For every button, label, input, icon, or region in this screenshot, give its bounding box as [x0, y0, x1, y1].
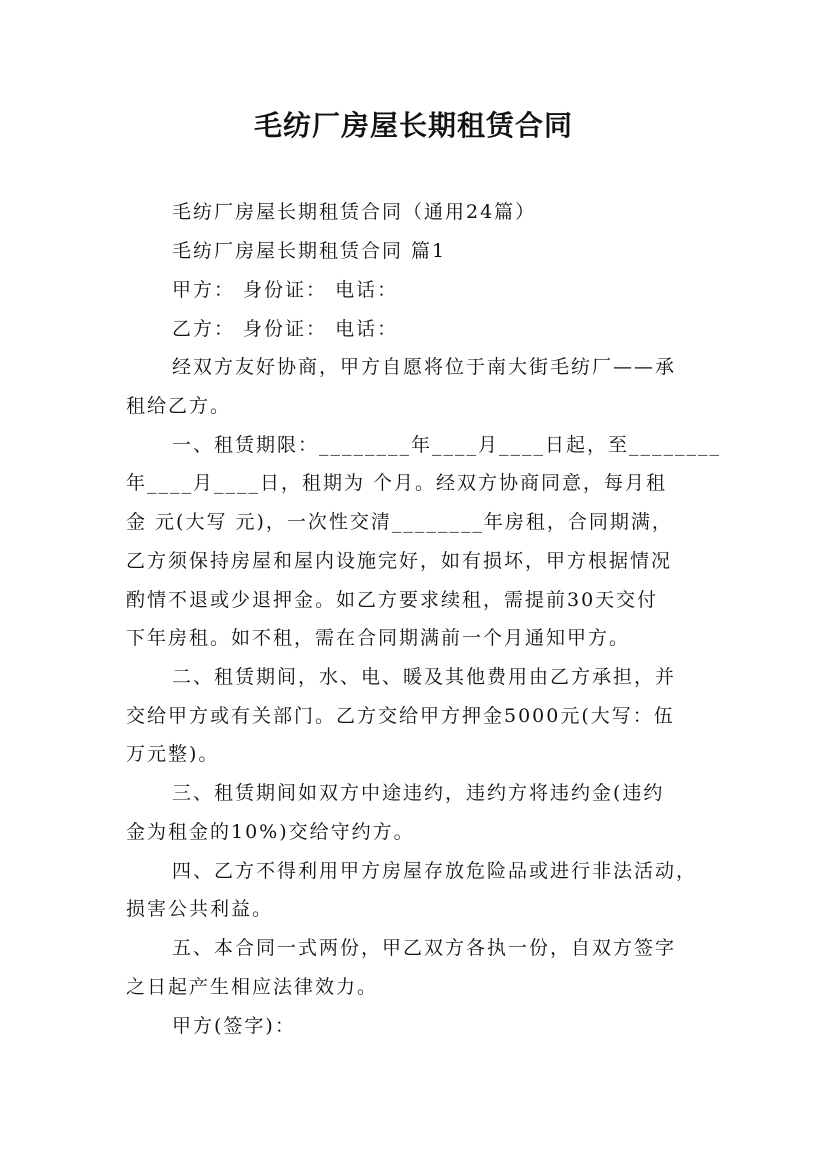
- clause-1-line: 下年房租。如不租，需在合同期满前一个月通知甲方。: [126, 627, 631, 649]
- clause-2-line: 二、租赁期间，水、电、暖及其他费用由乙方承担，并: [172, 666, 677, 688]
- clause-2-line: 交给甲方或有关部门。乙方交给甲方押金5000元(大写：伍: [126, 705, 675, 727]
- clause-1-line: 年____月____日，租期为 个月。经双方协商同意，每月租: [126, 472, 668, 494]
- paragraph-line: 租给乙方。: [126, 395, 232, 417]
- clause-4-line: 四、乙方不得利用甲方房屋存放危险品或进行非法活动，: [172, 860, 698, 882]
- document-title: 毛纺厂房屋长期租赁合同: [253, 109, 573, 142]
- clause-2-line: 万元整)。: [126, 743, 220, 765]
- clause-5-line: 五、本合同一式两份，甲乙双方各执一份，自双方签字: [172, 937, 677, 959]
- party-b-line: 乙方： 身份证： 电话：: [172, 318, 399, 340]
- clause-4-line: 损害公共利益。: [126, 898, 274, 920]
- section-heading: 毛纺厂房屋长期租赁合同 篇1: [172, 240, 447, 262]
- signature-line: 甲方(签字)：: [172, 1015, 296, 1037]
- clause-3-line: 三、租赁期间如双方中途违约，违约方将违约金(违约: [172, 782, 665, 804]
- clause-1-line: 一、租赁期限：________年____月____日起，至________: [172, 434, 722, 456]
- clause-3-line: 金为租金的10%)交给守约方。: [126, 821, 415, 843]
- subtitle-line: 毛纺厂房屋长期租赁合同（通用24篇）: [172, 201, 537, 223]
- clause-5-line: 之日起产生相应法律效力。: [126, 976, 379, 998]
- clause-1-line: 金 元(大写 元)，一次性交清________年房租，合同期满，: [126, 511, 673, 533]
- clause-1-line: 乙方须保持房屋和屋内设施完好，如有损坏，甲方根据情况: [126, 550, 673, 572]
- party-a-line: 甲方： 身份证： 电话：: [172, 279, 399, 301]
- paragraph-line: 经双方友好协商，甲方自愿将位于南大街毛纺厂——承: [172, 356, 677, 378]
- clause-1-line: 酌情不退或少退押金。如乙方要求续租，需提前30天交付: [126, 589, 659, 611]
